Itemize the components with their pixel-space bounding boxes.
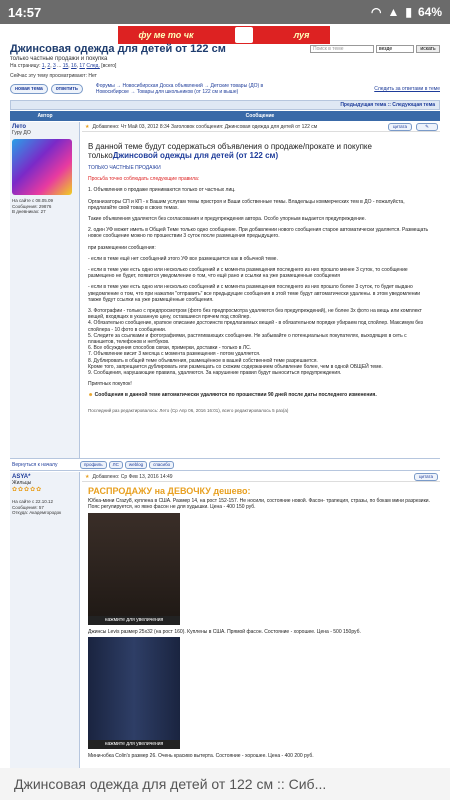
page-link[interactable]: 2 — [47, 63, 51, 69]
author-info-line: На сайте с 22.10.12 — [12, 499, 54, 504]
item-description: Юбка-мини Crazy8, куплена в США. Размер 14, на рост 152-157. Не носили, состояние новой. Фасон- трапеция, стразы, по бокам мини разрезики. Пояс регулируется, но явно фасон не для худышки. Цена - 400 150 руб. — [88, 498, 430, 511]
rule-text: 9. Сообщения, нарушающие правила, удаляются. За нарушение правил будут выноситься предупреждения. — [88, 370, 342, 377]
post-icon: ★ — [85, 473, 90, 480]
rule-text: 7. Объявление висит 3 месяца с момента размещения - потом удаляется. — [88, 351, 261, 358]
private-note: ТОЛЬКО ЧАСТНЫЕ ПРОДАЖИ — [88, 165, 161, 171]
search-button[interactable]: искать — [416, 45, 440, 53]
battery-icon: ▮ — [405, 5, 412, 19]
table-header — [10, 111, 440, 121]
rule-text: 4. Обязательно сообщение, краткое описание достоинств предлагаемых вещей - в обязательном порядке убираем под спойлер. Максимум без спойлера - 10 фото в сообщении. — [88, 320, 423, 333]
message-column-header: Сообщение — [245, 113, 275, 119]
author-info-line: Сообщения: 57 — [12, 504, 44, 510]
author-info-line: Откуда: Академгородок — [12, 510, 62, 515]
rule-text: - если в теме уже есть одно или несколько сообщений и с момента размещения последнего из них прошло более 3 суток, то будет выдано уведомление о том, что при нажатии "отправить" все предыдущие сообщения в этой теме будут автоматически удалены. в этом уведомлении также будут ссылки на уже размещённые сообщения. — [88, 284, 421, 303]
page-link[interactable]: 17 — [79, 63, 85, 69]
rule-text: - если в теме ещё нет сообщений этого УФ все размещается как в обычной теме. — [88, 255, 278, 262]
edit-icon[interactable]: ✎ — [416, 123, 438, 131]
author-name[interactable]: Лето — [12, 124, 26, 130]
rule-text: Такие объявления удаляются без согласования и предупреждения автора. Особо упорным выдается предупреждение. — [88, 216, 366, 223]
banner-text-right: луя — [293, 30, 310, 40]
rule-text: при размещении сообщения: — [88, 244, 156, 251]
post-content — [82, 472, 440, 768]
author-info-line: На сайте с 08.05.09 — [12, 198, 54, 203]
post-header-text: Добавлено: Чт Май 03, 2012 8:34 Заголовок сообщения: Джинсовая одежда для детей от 122 см — [92, 123, 318, 130]
smiley-icon: ☻ — [88, 392, 94, 399]
avatar — [12, 139, 72, 195]
wifi-icon: ◠ — [370, 5, 382, 19]
browser-title-bar[interactable]: Джинсовая одежда для детей от 122 см :: Сиб... — [0, 768, 450, 800]
item-photo[interactable] — [88, 637, 180, 749]
page-link[interactable]: 16 — [71, 63, 77, 69]
post-content — [82, 122, 440, 458]
rule-text: Организаторы СП и КП - к Вашим услугам темы пристроя и Ваши собственные темы. Владельцы коммерческих тем в ДО - пожалуйста, предлагайте свой товар в своих темах. — [88, 198, 405, 211]
forum-page[interactable] — [0, 24, 450, 768]
author-info — [12, 499, 79, 516]
banner-image — [235, 27, 253, 43]
author-info-line: Сообщения: 29876 — [12, 203, 52, 209]
author-info-line: В дневниках: 27 — [12, 209, 46, 214]
reply-label: ответить — [55, 86, 78, 92]
pagination: На страницу: 1, 2, 3 ... 15, 16, 17 След. [всего] — [10, 63, 117, 69]
pages-all[interactable]: [всего] — [101, 63, 117, 69]
author-rank: Гуру ДО — [12, 130, 31, 136]
auto-delete-notice: Сообщения в данной теме автоматически удаляются по прошествии 90 дней после даты последнего изменения. — [94, 392, 377, 399]
post — [10, 122, 440, 459]
new-topic-label: новая тема — [15, 86, 43, 92]
pages-label: На страницу — [10, 63, 40, 69]
reply-button[interactable] — [51, 84, 83, 94]
signal-icon: ▲ — [387, 5, 400, 19]
topic-nav[interactable]: Предыдущая тема :: Следующая тема — [10, 100, 440, 110]
quote-button[interactable]: цитата — [388, 123, 412, 131]
banner-text-left: фу ме то чк — [138, 30, 194, 40]
topic-search — [310, 45, 440, 53]
rule-text: 1. Объявления о продаже принимаются только от частных лиц. — [88, 187, 236, 194]
author-info — [12, 198, 79, 215]
intro-text: В данной теме будут содержаться объявления о продаже/прокате и покупке — [88, 142, 372, 151]
sale-heading: РАСПРОДАЖУ на ДЕВОЧКУ дешево: — [88, 486, 251, 496]
author-name[interactable]: ASYA* — [12, 474, 31, 480]
status-bar — [0, 0, 450, 24]
post-author-panel — [10, 472, 80, 768]
battery-level: 64% — [417, 5, 442, 19]
author-rank: Жильцы — [12, 480, 32, 486]
thanks-button[interactable]: спасибо — [149, 461, 174, 469]
search-scope-select[interactable]: везде — [376, 45, 414, 53]
author-column-header: Автор — [37, 113, 53, 119]
post-header — [82, 472, 440, 482]
pm-button[interactable]: ЛС — [109, 461, 123, 469]
page-link[interactable]: 3 — [52, 63, 56, 69]
post — [10, 472, 440, 768]
rule-text: 2. один УФ может иметь в Общей Теме только одно сообщение. При добавлении нового сообщения старое автоматически удаляется. Размещать новое сообщение можно по прошествии 3 суток после размещения предыдущего. — [88, 227, 429, 240]
breadcrumb[interactable]: Форумы → Новосибирская Доска объявлений → Детские товары (ДО) в Новосибирске → Товары для школьников (от 122 см и выше) — [95, 83, 264, 95]
photo-caption: нажмите для увеличения — [88, 616, 180, 625]
page-link[interactable]: 15 — [62, 63, 69, 69]
ad-banner[interactable] — [118, 26, 330, 44]
rule-text: - если в теме уже есть одно или несколько сообщений и с момента размещения последнего из них прошло менее 3 суток, то сообщение размещено не будет, появится уведомление о том, что ещё рано и ссылки на уже размещенные сообщения — [88, 267, 408, 280]
viewing-users: Сейчас эту тему просматривают: Нет — [10, 73, 97, 79]
headline-prefix: только — [88, 151, 113, 160]
profile-button[interactable]: профиль — [80, 461, 107, 469]
topic-title[interactable]: Джинсовая одежда для детей от 122 см — [10, 43, 226, 55]
post-footer — [10, 459, 440, 471]
back-to-top-link[interactable]: Вернуться к началу — [12, 461, 58, 468]
follow-link[interactable]: Следить за ответами в теме — [374, 86, 440, 92]
post-author-panel — [10, 122, 80, 458]
clock: 14:57 — [8, 4, 42, 20]
item-description: Мини-юбка Colin's размер 26. Очень красиво вытерта. Состояние - хорошее. Цена - 400 200 руб. — [88, 752, 314, 759]
pages-ellipsis: ... — [57, 63, 62, 69]
next-page-link[interactable]: След. — [86, 63, 100, 69]
rules-heading: Просьба точно соблюдать следующие правила: — [88, 176, 200, 183]
quote-button[interactable]: цитата — [414, 473, 438, 481]
post-body — [82, 132, 440, 408]
rule-text: 6. Все обсуждения способов связи, примерки, доставки - только в ЛС. — [88, 345, 252, 352]
rule-text: 5. Следите за ссылками и фотографиями, растягивающих сообщение. Не забывайте о потенциальных покупателях, выходящих в сеть с планшетов, телефонов и нетбуков. — [88, 332, 407, 346]
last-edit: Последний раз редактировалось: Лето (Ср Апр 06, 2016 16:01), всего редактировалось 5 раз(а) — [88, 407, 289, 413]
closing-text: Приятных покупок! — [88, 381, 132, 388]
headline: Джинсовой одежды для детей (от 122 см) — [112, 151, 279, 160]
item-photo[interactable] — [88, 513, 180, 625]
rule-text: 8. Дублировать в общей теме объявления, размещённое в вашей собственной теме разрешается. — [88, 357, 318, 364]
action-row — [10, 82, 440, 96]
photo-caption: нажмите для увеличения — [88, 740, 180, 749]
search-input[interactable]: Поиск в теме — [310, 45, 374, 53]
rule-text: 3. Фотографии - только с предпросмотром (фото без предпросмотра удаляются без предупреждений), не более 3х фото на вещь или комплект вещей, входящих в указанную цену, оставшиеся прячем под спойлер. — [88, 308, 422, 321]
rank-stars-icon: ✿✿✿✿✿ — [12, 487, 43, 493]
page-link[interactable]: 1 — [41, 63, 45, 69]
post-body — [82, 482, 440, 763]
new-topic-button[interactable] — [10, 84, 48, 94]
weblog-button[interactable]: weblog — [125, 461, 147, 469]
rule-text: Кроме того, запрещается дублировать или размещать со схожим содержанием объявление более, чем в одной ОБЩЕЙ теме. — [88, 363, 383, 370]
post-header-text: Добавлено: Ср Фев 13, 2016 14:49 — [92, 473, 173, 480]
post-header — [82, 122, 440, 132]
item-description: Джинсы Levis размер 25x32 (на рост 160). Куплены в США. Прямой фасон. Состояние - хорошее. Цена - 500 150руб. — [88, 628, 361, 635]
topic-subtitle: только частные продажи и покупка — [10, 56, 108, 62]
post-icon: ★ — [85, 123, 90, 130]
